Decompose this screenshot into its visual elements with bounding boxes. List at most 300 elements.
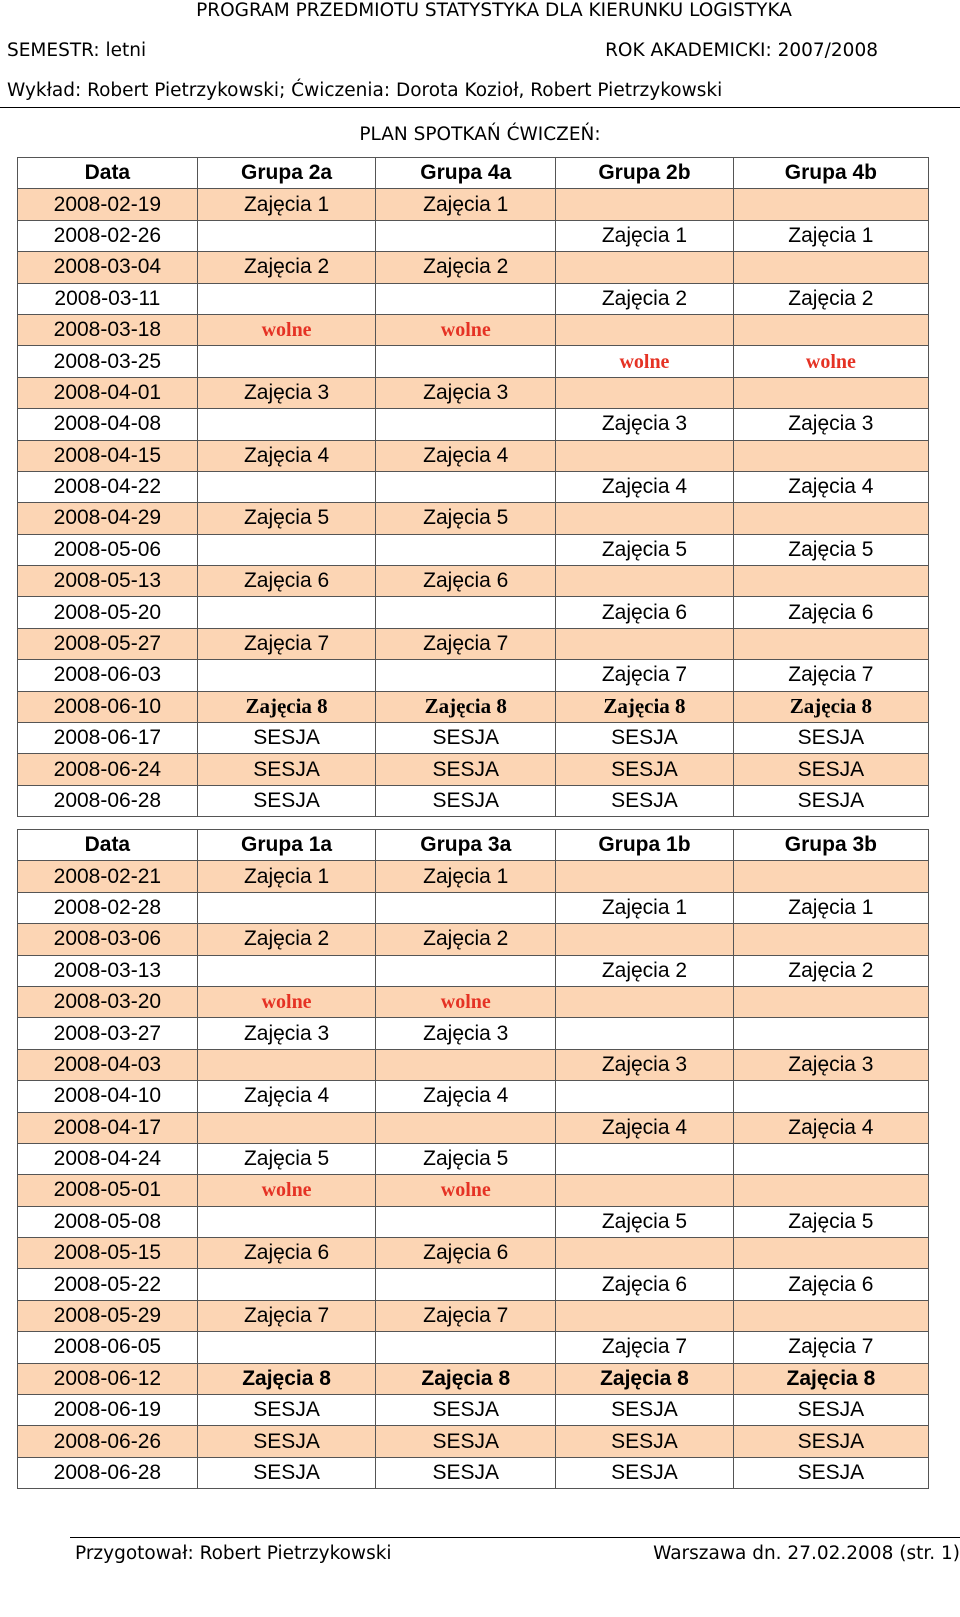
session-text: Zajęcia 2 [601,958,688,982]
group-cell [376,1457,556,1488]
table-row [18,377,929,408]
session-text: Zajęcia 3 [243,380,330,404]
table-row [18,628,929,659]
session-text: wolne [440,319,491,342]
group-cell [733,1269,928,1300]
session-text: Zajęcia 5 [601,537,688,561]
session-text: Zajęcia 1 [601,223,688,247]
session-text: SESJA [797,1429,865,1453]
group-cell [733,1081,928,1112]
group-cell [733,314,928,345]
group-cell [376,471,556,502]
group-cell [376,1426,556,1457]
group-cell [733,377,928,408]
date-text: 2008-04-22 [53,475,162,499]
table-row [18,1049,929,1080]
group-cell [733,1206,928,1237]
table-row [18,534,929,565]
date-text: 2008-06-26 [53,1429,162,1453]
session-text: Zajęcia 3 [243,1021,330,1045]
group-cell [376,1081,556,1112]
date-text: 2008-05-06 [53,537,162,561]
header-divider [0,107,960,108]
group-cell [197,1457,376,1488]
footer-place-date: Warszawa dn. 27.02.2008 (str. 1) [653,1543,960,1564]
date-cell [18,892,198,923]
session-text: Zajęcia 6 [601,600,688,624]
table-row [18,1269,929,1300]
group-cell [197,1112,376,1143]
session-text: Zajęcia 2 [788,958,874,982]
schedule-table-2 [17,829,929,1489]
date-text: 2008-02-19 [53,192,162,216]
date-cell [18,1238,198,1269]
table-row [18,252,929,283]
session-text: Zajęcia 6 [423,569,509,593]
session-text: wolne [261,319,312,342]
group-cell [376,1206,556,1237]
date-cell [18,1112,198,1143]
date-cell [18,346,198,377]
session-text: SESJA [611,1429,678,1453]
group-cell [733,566,928,597]
group-cell [197,409,376,440]
group-cell [197,471,376,502]
group-cell [197,566,376,597]
group-cell [376,955,556,986]
group-cell [197,1206,376,1237]
date-cell [18,189,198,220]
date-cell [18,566,198,597]
session-text: Zajęcia 8 [600,1366,689,1390]
group-cell [376,1112,556,1143]
group-cell [556,503,734,534]
group-cell [376,440,556,471]
group-cell [733,723,928,754]
group-cell [197,955,376,986]
session-text: Zajęcia 7 [788,1335,874,1359]
column-header: Grupa 2a [197,158,376,189]
group-cell [733,628,928,659]
session-text: Zajęcia 1 [243,864,330,888]
group-cell [733,283,928,314]
table-row [18,1457,929,1488]
date-cell [18,1206,198,1237]
group-cell [556,1112,734,1143]
group-cell [376,924,556,955]
group-cell [556,628,734,659]
session-text: Zajęcia 4 [601,475,688,499]
session-text: SESJA [253,726,320,750]
group-cell [197,628,376,659]
session-text: SESJA [432,1398,500,1422]
group-cell [733,1457,928,1488]
column-header: Grupa 1a [197,830,376,861]
date-cell [18,220,198,251]
group-cell [376,861,556,892]
group-cell [733,252,928,283]
session-text: Zajęcia 5 [788,1209,874,1233]
group-cell [197,1049,376,1080]
session-text: Zajęcia 4 [423,1084,509,1108]
date-cell [18,409,198,440]
session-text: SESJA [432,757,500,781]
date-text: 2008-04-08 [53,412,162,436]
group-cell [376,1269,556,1300]
session-text: Zajęcia 2 [423,255,509,279]
table-row [18,1018,929,1049]
plan-title: PLAN SPOTKAŃ ĆWICZEŃ: [359,124,601,145]
session-text: SESJA [611,1461,678,1484]
session-text: SESJA [253,757,320,781]
session-text: wolne [440,991,491,1014]
date-cell [18,1457,198,1488]
group-cell [733,955,928,986]
group-cell [556,534,734,565]
group-cell [556,1332,734,1363]
table-row [18,1206,929,1237]
session-text: Zajęcia 5 [243,1147,330,1171]
group-cell [556,924,734,955]
group-cell [376,723,556,754]
table-row [18,1081,929,1112]
session-text: Zajęcia 2 [601,286,688,310]
session-text: Zajęcia 7 [788,663,874,687]
group-cell [376,314,556,345]
date-text: 2008-05-08 [53,1209,162,1233]
table-header-row [18,158,929,189]
group-cell [556,1363,734,1394]
session-text: Zajęcia 3 [788,1052,874,1076]
group-cell [733,785,928,816]
table-row [18,440,929,471]
session-text: Zajęcia 6 [788,1272,874,1296]
table-row [18,283,929,314]
group-cell [733,1300,928,1331]
date-cell [18,440,198,471]
date-text: 2008-03-18 [53,318,162,342]
group-cell [556,566,734,597]
column-header: Data [18,158,198,189]
column-header: Data [18,830,198,861]
group-cell [556,1018,734,1049]
date-text: 2008-03-04 [53,255,162,279]
group-cell [376,1363,556,1394]
table-header-row [18,830,929,861]
date-cell [18,955,198,986]
date-cell [18,252,198,283]
table-row [18,785,929,816]
table-row [18,660,929,691]
session-text: Zajęcia 7 [601,663,688,687]
session-text: Zajęcia 5 [601,1209,688,1233]
date-text: 2008-02-21 [53,864,162,888]
semester-label: SEMESTR: letni [7,40,147,61]
group-cell [733,1049,928,1080]
group-cell [556,189,734,220]
date-cell [18,1081,198,1112]
schedule-table-1 [17,157,929,817]
group-cell [556,1238,734,1269]
date-cell [18,1175,198,1206]
group-cell [376,1238,556,1269]
group-cell [733,1426,928,1457]
date-text: 2008-04-17 [53,1115,162,1139]
session-text: Zajęcia 5 [423,506,509,530]
table-row [18,691,929,722]
group-cell [376,1143,556,1174]
session-text: wolne [261,991,312,1014]
session-text: Zajęcia 1 [423,864,509,888]
date-text: 2008-03-27 [53,1021,162,1045]
group-cell [733,1332,928,1363]
date-cell [18,691,198,722]
table-row [18,346,929,377]
session-text: Zajęcia 3 [601,1052,688,1076]
group-cell [197,252,376,283]
date-cell [18,1018,198,1049]
group-cell [197,1332,376,1363]
session-text: Zajęcia 8 [421,1366,511,1390]
group-cell [197,346,376,377]
session-text: Zajęcia 8 [242,1366,331,1390]
session-text: Zajęcia 2 [243,255,330,279]
date-text: 2008-05-01 [53,1178,162,1202]
date-text: 2008-05-22 [53,1272,162,1296]
date-text: 2008-06-28 [53,1461,162,1484]
session-text: SESJA [611,757,678,781]
group-cell [376,283,556,314]
session-text: Zajęcia 8 [789,694,872,719]
group-cell [197,503,376,534]
session-text: Zajęcia 8 [786,1366,876,1390]
date-cell [18,1049,198,1080]
session-text: Zajęcia 8 [424,694,507,719]
group-cell [376,1018,556,1049]
date-text: 2008-02-28 [53,895,162,919]
date-text: 2008-06-19 [53,1398,162,1422]
session-text: Zajęcia 8 [245,694,328,719]
table-row [18,597,929,628]
group-cell [376,660,556,691]
group-cell [556,1206,734,1237]
session-text: SESJA [432,1429,500,1453]
group-cell [556,220,734,251]
date-text: 2008-05-20 [53,600,162,624]
column-header: Grupa 1b [556,830,734,861]
date-cell [18,723,198,754]
group-cell [556,283,734,314]
group-cell [733,346,928,377]
group-cell [733,892,928,923]
date-cell [18,660,198,691]
session-text: Zajęcia 1 [788,895,874,919]
table-row [18,314,929,345]
group-cell [733,1143,928,1174]
session-text: wolne [261,1179,312,1202]
session-text: Zajęcia 6 [243,1241,330,1265]
group-cell [556,440,734,471]
session-text: Zajęcia 2 [788,286,874,310]
group-cell [556,409,734,440]
group-cell [556,346,734,377]
session-text: SESJA [432,1461,500,1484]
session-text: Zajęcia 7 [243,1304,330,1328]
group-cell [197,892,376,923]
group-cell [556,1269,734,1300]
group-cell [197,1081,376,1112]
group-cell [197,723,376,754]
group-cell [556,377,734,408]
table-row [18,1112,929,1143]
group-cell [733,691,928,722]
session-text: Zajęcia 2 [243,927,330,951]
date-cell [18,597,198,628]
session-text: Zajęcia 7 [423,632,509,656]
group-cell [733,440,928,471]
table-row [18,1426,929,1457]
date-text: 2008-06-17 [53,726,162,750]
session-text: Zajęcia 3 [423,1021,509,1045]
group-cell [197,1395,376,1426]
date-text: 2008-03-25 [53,349,162,373]
group-cell [556,1395,734,1426]
group-cell [733,189,928,220]
date-text: 2008-04-10 [53,1084,162,1108]
group-cell [733,471,928,502]
session-text: Zajęcia 8 [603,694,686,719]
group-cell [376,597,556,628]
date-text: 2008-05-29 [53,1304,162,1328]
group-cell [556,892,734,923]
date-cell [18,986,198,1017]
document-title: PROGRAM PRZEDMIOTU STATYSTYKA DLA KIERUNKU LOGISTYKA [196,0,792,21]
table-row [18,471,929,502]
session-text: SESJA [253,1429,320,1453]
table-row [18,924,929,955]
session-text: SESJA [432,726,500,750]
session-text: Zajęcia 7 [423,1304,509,1328]
group-cell [197,1269,376,1300]
group-cell [376,691,556,722]
session-text: Zajęcia 4 [423,443,509,467]
session-text: wolne [805,350,856,373]
date-cell [18,785,198,816]
table-row [18,1395,929,1426]
session-text: SESJA [797,789,865,812]
date-cell [18,471,198,502]
group-cell [197,986,376,1017]
date-text: 2008-03-11 [54,286,161,310]
session-text: Zajęcia 3 [601,412,688,436]
group-cell [556,1300,734,1331]
group-cell [556,1143,734,1174]
lecturers-line: Wykład: Robert Pietrzykowski; Ćwiczenia: Dorota Kozioł, Robert Pietrzykowski [7,80,723,101]
session-text: SESJA [797,1398,865,1422]
session-text: Zajęcia 3 [423,380,509,404]
group-cell [376,189,556,220]
table-row [18,1332,929,1363]
group-cell [197,1175,376,1206]
group-cell [556,471,734,502]
date-cell [18,534,198,565]
date-cell [18,1143,198,1174]
group-cell [197,1143,376,1174]
session-text: SESJA [253,789,320,812]
group-cell [197,534,376,565]
group-cell [556,314,734,345]
group-cell [197,283,376,314]
column-header: Grupa 2b [556,158,734,189]
group-cell [556,861,734,892]
footer-prepared-by: Przygotował: Robert Pietrzykowski [75,1543,392,1564]
table-row [18,1175,929,1206]
group-cell [733,409,928,440]
date-text: 2008-05-13 [53,569,162,593]
date-text: 2008-06-12 [53,1366,162,1390]
group-cell [376,534,556,565]
date-text: 2008-06-10 [53,694,162,718]
session-text: SESJA [611,789,678,812]
session-text: Zajęcia 7 [601,1335,688,1359]
group-cell [733,1363,928,1394]
date-cell [18,1332,198,1363]
session-text: Zajęcia 6 [243,569,330,593]
date-cell [18,924,198,955]
session-text: Zajęcia 5 [788,537,874,561]
session-text: Zajęcia 4 [788,475,874,499]
session-text: SESJA [432,789,500,812]
group-cell [733,1395,928,1426]
session-text: Zajęcia 2 [423,927,509,951]
group-cell [733,534,928,565]
group-cell [197,754,376,785]
group-cell [733,597,928,628]
group-cell [376,785,556,816]
session-text: Zajęcia 5 [243,506,330,530]
table-row [18,861,929,892]
group-cell [376,409,556,440]
group-cell [376,377,556,408]
date-text: 2008-03-06 [53,927,162,951]
session-text: Zajęcia 6 [788,600,874,624]
group-cell [376,252,556,283]
date-cell [18,377,198,408]
session-text: Zajęcia 6 [423,1241,509,1265]
footer-divider [70,1537,960,1538]
group-cell [376,1175,556,1206]
session-text: Zajęcia 4 [601,1115,688,1139]
group-cell [376,1049,556,1080]
session-text: Zajęcia 7 [243,632,330,656]
column-header: Grupa 3b [733,830,928,861]
table-row [18,220,929,251]
group-cell [733,754,928,785]
session-text: Zajęcia 1 [788,223,874,247]
table-row [18,503,929,534]
group-cell [556,1049,734,1080]
group-cell [197,660,376,691]
date-text: 2008-06-24 [53,757,162,781]
group-cell [733,1175,928,1206]
group-cell [733,861,928,892]
session-text: wolne [440,1179,491,1202]
session-text: SESJA [611,1398,678,1422]
group-cell [733,660,928,691]
date-cell [18,1300,198,1331]
group-cell [376,1300,556,1331]
date-cell [18,1395,198,1426]
